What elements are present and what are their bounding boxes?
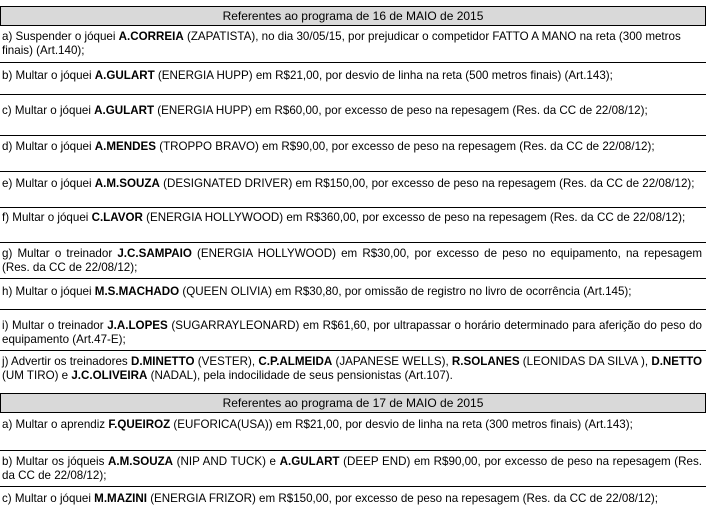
ruling-item: h) Multar o jóquei M.S.MACHADO (QUEEN OLIVIA) em R$30,80, por omissão de registro no livro de ocorrência (Art.145); <box>2 285 632 298</box>
ruling-item: c) Multar o jóquei A.GULART (ENERGIA HUPP) em R$60,00, por excesso de peso na repesagem (Res. da CC de 22/08/12); <box>2 104 648 117</box>
row-divider <box>0 278 706 279</box>
section-header-17-maio: Referentes ao programa de 17 de MAIO de 2015 <box>0 393 706 413</box>
person-name: M.MAZINI <box>94 492 147 505</box>
ruling-item: i) Multar o treinador J.A.LOPES (SUGARRAYLEONARD) em R$61,60, por ultrapassar o horário determinado para aferição do peso do equipamento (Art.47-E); <box>2 319 702 346</box>
row-divider <box>0 62 706 63</box>
person-name: A.MENDES <box>94 140 156 153</box>
row-divider <box>0 171 706 172</box>
ruling-item: f) Multar o jóquei C.LAVOR (ENERGIA HOLLYWOOD) em R$360,00, por excesso de peso na repesagem (Res. da CC de 22/08/12); <box>2 211 686 224</box>
person-name: R.SOLANES <box>451 355 520 368</box>
row-divider <box>0 309 706 310</box>
person-name: F.QUEIROZ <box>108 418 171 431</box>
person-name: A.GULART <box>94 104 155 117</box>
person-name: A.GULART <box>279 455 340 468</box>
row-divider <box>0 94 706 95</box>
person-name: D.NETTO <box>651 355 702 368</box>
ruling-item: d) Multar o jóquei A.MENDES (TROPPO BRAVO) em R$90,00, por excesso de peso na repesagem (Res. da CC de 22/08/12); <box>2 140 655 153</box>
ruling-item: j) Advertir os treinadores D.MINETTO (VESTER), C.P.ALMEIDA (JAPANESE WELLS), R.SOLANES (LEONIDAS DA SILVA ), D.NETTO (UM TIRO) e J.C.OLIVEIRA (NADAL), pela indocilidade de seus pensionistas (Art.107). <box>2 355 702 382</box>
row-divider <box>0 207 706 208</box>
person-name: A.GULART <box>94 69 155 82</box>
section-header-16-maio: Referentes ao programa de 16 de MAIO de 2015 <box>0 6 706 26</box>
person-name: C.P.ALMEIDA <box>258 355 333 368</box>
person-name: J.A.LOPES <box>107 319 168 332</box>
ruling-item: a) Suspender o jóquei A.CORREIA (ZAPATISTA), no dia 30/05/15, por prejudicar o competidor FATTO A MANO na reta (300 metros finais) (Art.140); <box>2 30 681 57</box>
person-name: C.LAVOR <box>91 211 143 224</box>
row-divider <box>0 486 706 487</box>
person-name: D.MINETTO <box>130 355 195 368</box>
ruling-item: g) Multar o treinador J.C.SAMPAIO (ENERGIA HOLLYWOOD) em R$30,00, por excesso de peso no equipamento, na repesagem (Res. da CC de 22/08/12); <box>2 247 702 274</box>
row-divider <box>0 350 706 351</box>
person-name: J.C.SAMPAIO <box>117 247 192 260</box>
row-divider <box>0 450 706 451</box>
ruling-item: e) Multar o jóquei A.M.SOUZA (DESIGNATED DRIVER) em R$150,00, por excesso de peso na repesagem (Res. da CC de 22/08/12); <box>2 177 695 190</box>
ruling-item: b) Multar os jóqueis A.M.SOUZA (NIP AND TUCK) e A.GULART (DEEP END) em R$90,00, por excesso de peso na repesagem (Res. da CC de 22/08/12); <box>2 455 702 482</box>
row-divider <box>0 242 706 243</box>
person-name: M.S.MACHADO <box>94 285 180 298</box>
person-name: A.M.SOUZA <box>107 455 174 468</box>
ruling-item: b) Multar o jóquei A.GULART (ENERGIA HUPP) em R$21,00, por desvio de linha na reta (500 metros finais) (Art.143); <box>2 69 613 82</box>
ruling-item: c) Multar o jóquei M.MAZINI (ENERGIA FRIZOR) em R$150,00, por excesso de peso na repesagem (Res. da CC de 22/08/12); <box>2 492 658 505</box>
ruling-item: a) Multar o aprendiz F.QUEIROZ (EUFORICA(USA)) em R$21,00, por desvio de linha na reta (300 metros finais) (Art.143); <box>2 418 633 431</box>
person-name: A.CORREIA <box>118 30 184 43</box>
row-divider <box>0 135 706 136</box>
person-name: J.C.OLIVEIRA <box>71 368 148 382</box>
person-name: A.M.SOUZA <box>94 177 160 190</box>
